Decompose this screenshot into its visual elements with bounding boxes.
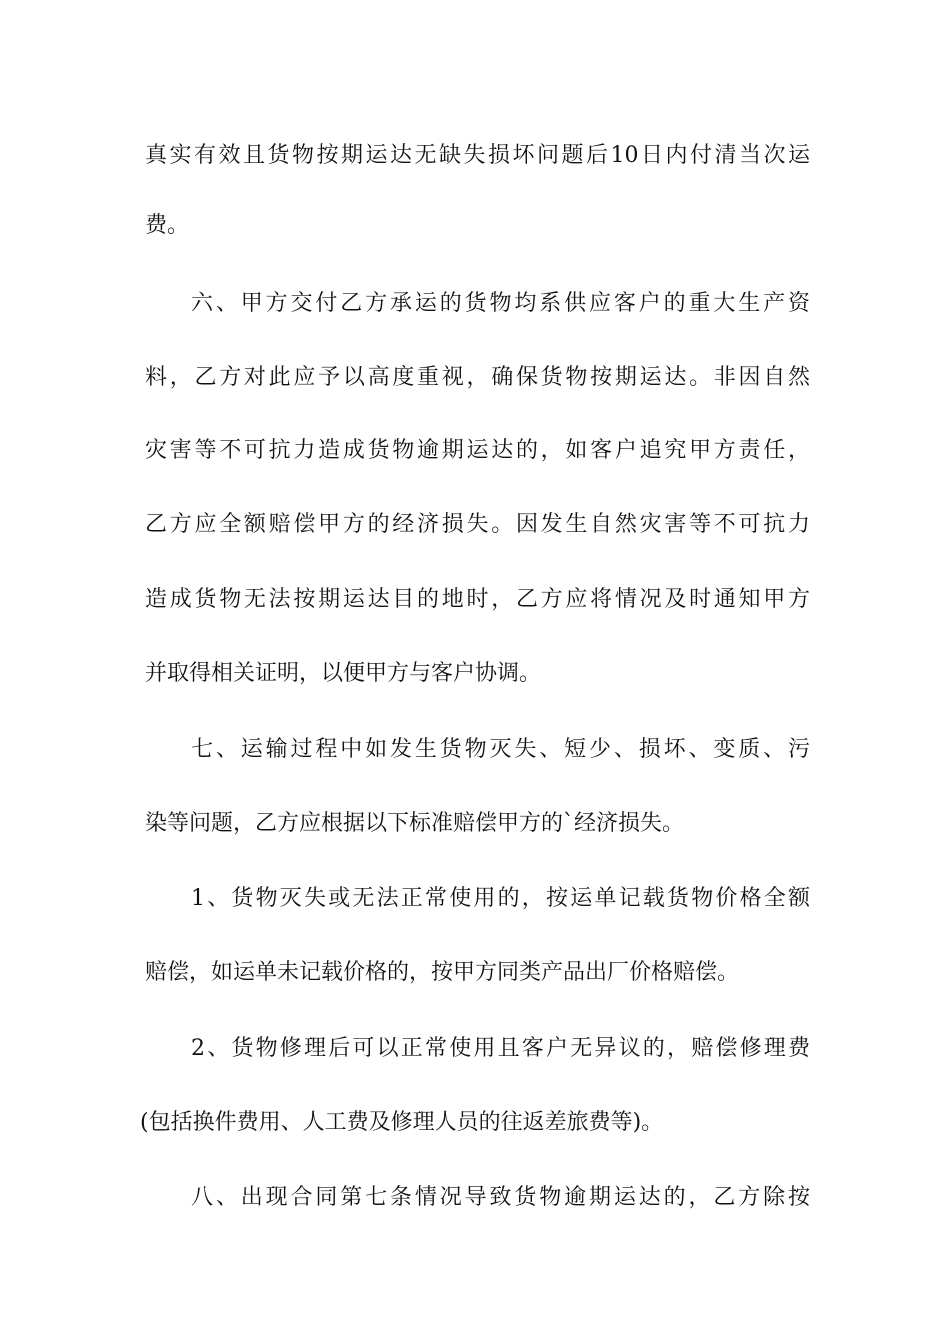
paragraph-6-line-4: 乙方应全额赔偿甲方的经济损失。因发生自然灾害等不可抗力 xyxy=(145,512,810,537)
paragraph-7-line-2: 染等问题，乙方应根据以下标准赔偿甲方的`经济损失。 xyxy=(145,811,685,836)
paragraph-6-line-5: 造成货物无法按期运达目的地时，乙方应将情况及时通知甲方 xyxy=(145,587,810,612)
item-2-line-2: (包括换件费用、人工费及修理人员的往返差旅费等)。 xyxy=(140,1110,664,1135)
item-1-line-1: 1、货物灭失或无法正常使用的，按运单记载货物价格全额 xyxy=(191,886,810,911)
paragraph-6-line-1: 六、甲方交付乙方承运的货物均系供应客户的重大生产资 xyxy=(191,291,810,316)
paragraph-6-line-3: 灾害等不可抗力造成货物逾期运达的，如客户追究甲方责任， xyxy=(145,438,810,463)
text-line-2: 费。 xyxy=(145,213,190,238)
item-1-line-2: 赔偿，如运单未记载价格的，按甲方同类产品出厂价格赔偿。 xyxy=(145,960,740,985)
paragraph-6-line-6: 并取得相关证明，以便甲方与客户协调。 xyxy=(145,661,542,686)
paragraph-7-line-1: 七、运输过程中如发生货物灭失、短少、损坏、变质、污 xyxy=(191,737,810,762)
paragraph-8-line-1: 八、出现合同第七条情况导致货物逾期运达的，乙方除按 xyxy=(191,1185,810,1210)
paragraph-6-line-2: 料，乙方对此应予以高度重视，确保货物按期运达。非因自然 xyxy=(145,365,810,390)
item-2-line-1: 2、货物修理后可以正常使用且客户无异议的，赔偿修理费 xyxy=(191,1036,810,1061)
text-line-1: 真实有效且货物按期运达无缺失损坏问题后10日内付清当次运 xyxy=(145,143,810,168)
